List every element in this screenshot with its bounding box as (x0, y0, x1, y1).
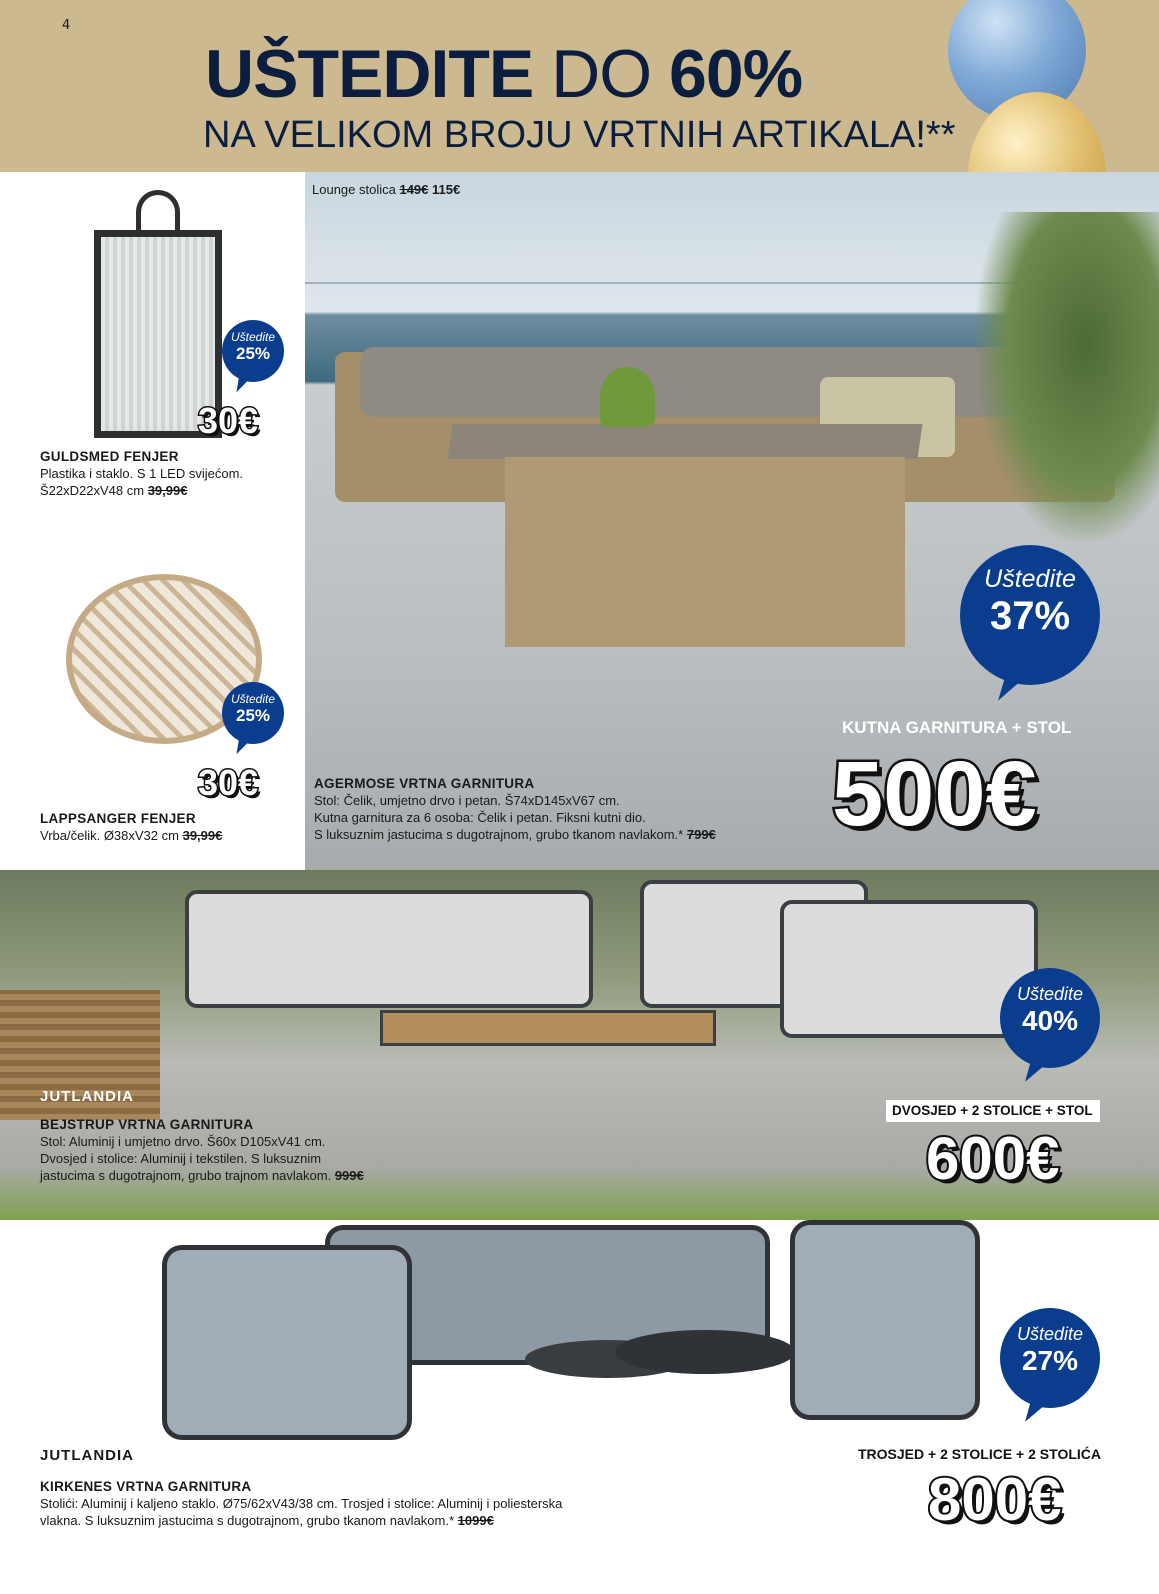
jutlandia-logo-bejstrup: JUTLANDIA (40, 1088, 134, 1105)
bejstrup-price: 600€ (926, 1125, 1060, 1192)
page-headline: UŠTEDITE DO 60% (205, 36, 803, 112)
bejstrup-savings-badge: Uštedite 40% (1000, 968, 1100, 1068)
kirkenes-chair-right-image (790, 1220, 980, 1420)
lappsanger-savings-badge: Uštedite 25% (222, 682, 284, 744)
page-subheadline: NA VELIKOM BROJU VRTNIH ARTIKALA!** (203, 114, 956, 156)
plant-image (600, 367, 655, 427)
kirkenes-price: 800€ (928, 1466, 1062, 1533)
kirkenes-savings-badge: Uštedite 27% (1000, 1308, 1100, 1408)
agermose-set-label: KUTNA GARNITURA + STOL (842, 718, 1072, 737)
guldsmed-caption: GULDSMED FENJER Plastika i staklo. S 1 LED svijećom. Š22xD22xV48 cm 39,99€ (40, 449, 244, 498)
agermose-caption: AGERMOSE VRTNA GARNITURA Stol: Čelik, umjetno drvo i petan. Š74xD145xV67 cm. Kutna garnitura za 6 osoba: Čelik i petan. Fiksni kutni dio. S luksuznim jastucima s dugotrajnom, grubo tkanom navlakom.* 799€ (314, 776, 716, 842)
kirkenes-set-label: TROSJED + 2 STOLICE + 2 STOLIĆA (858, 1446, 1101, 1462)
kirkenes-chair-left-image (162, 1245, 412, 1440)
jutlandia-logo-kirkenes: JUTLANDIA (40, 1447, 134, 1464)
agermose-savings-badge: Uštedite 37% (960, 545, 1100, 685)
table-image (448, 424, 923, 459)
page-number: 4 (62, 18, 71, 33)
guldsmed-price: 30€ (198, 400, 259, 441)
bejstrup-set-label: DVOSJED + 2 STOLICE + STOL (892, 1103, 1093, 1118)
lappsanger-price: 30€ (198, 762, 259, 803)
bejstrup-caption: BEJSTRUP VRTNA GARNITURA Stol: Aluminij i umjetno drvo. Š60x D105xV41 cm. Dvosjed i stolice: Aluminij i tekstilen. S luksuznim jastucima s dugotrajnom, grubo trajnom navlakom. 999€ (40, 1117, 364, 1183)
sofa-image (185, 890, 593, 1008)
agermose-price: 500€ (832, 743, 1037, 845)
kirkenes-caption: KIRKENES VRTNA GARNITURA Stolići: Aluminij i kaljeno staklo. Ø75/62xV43/38 cm. Trosjed i stolice: Aluminij i poliesterska vlakna. S luksuznim jastucima s dugotrajnom, grubo tkanom navlakom.* 1099€ (40, 1479, 563, 1528)
coffee-table-image (380, 1010, 716, 1046)
lounge-chair-caption: Lounge stolica 149€ 115€ (312, 182, 461, 197)
lappsanger-caption: LAPPSANGER FENJER Vrba/čelik. Ø38xV32 cm 39,99€ (40, 811, 223, 843)
guldsmed-savings-badge: Uštedite 25% (222, 320, 284, 382)
